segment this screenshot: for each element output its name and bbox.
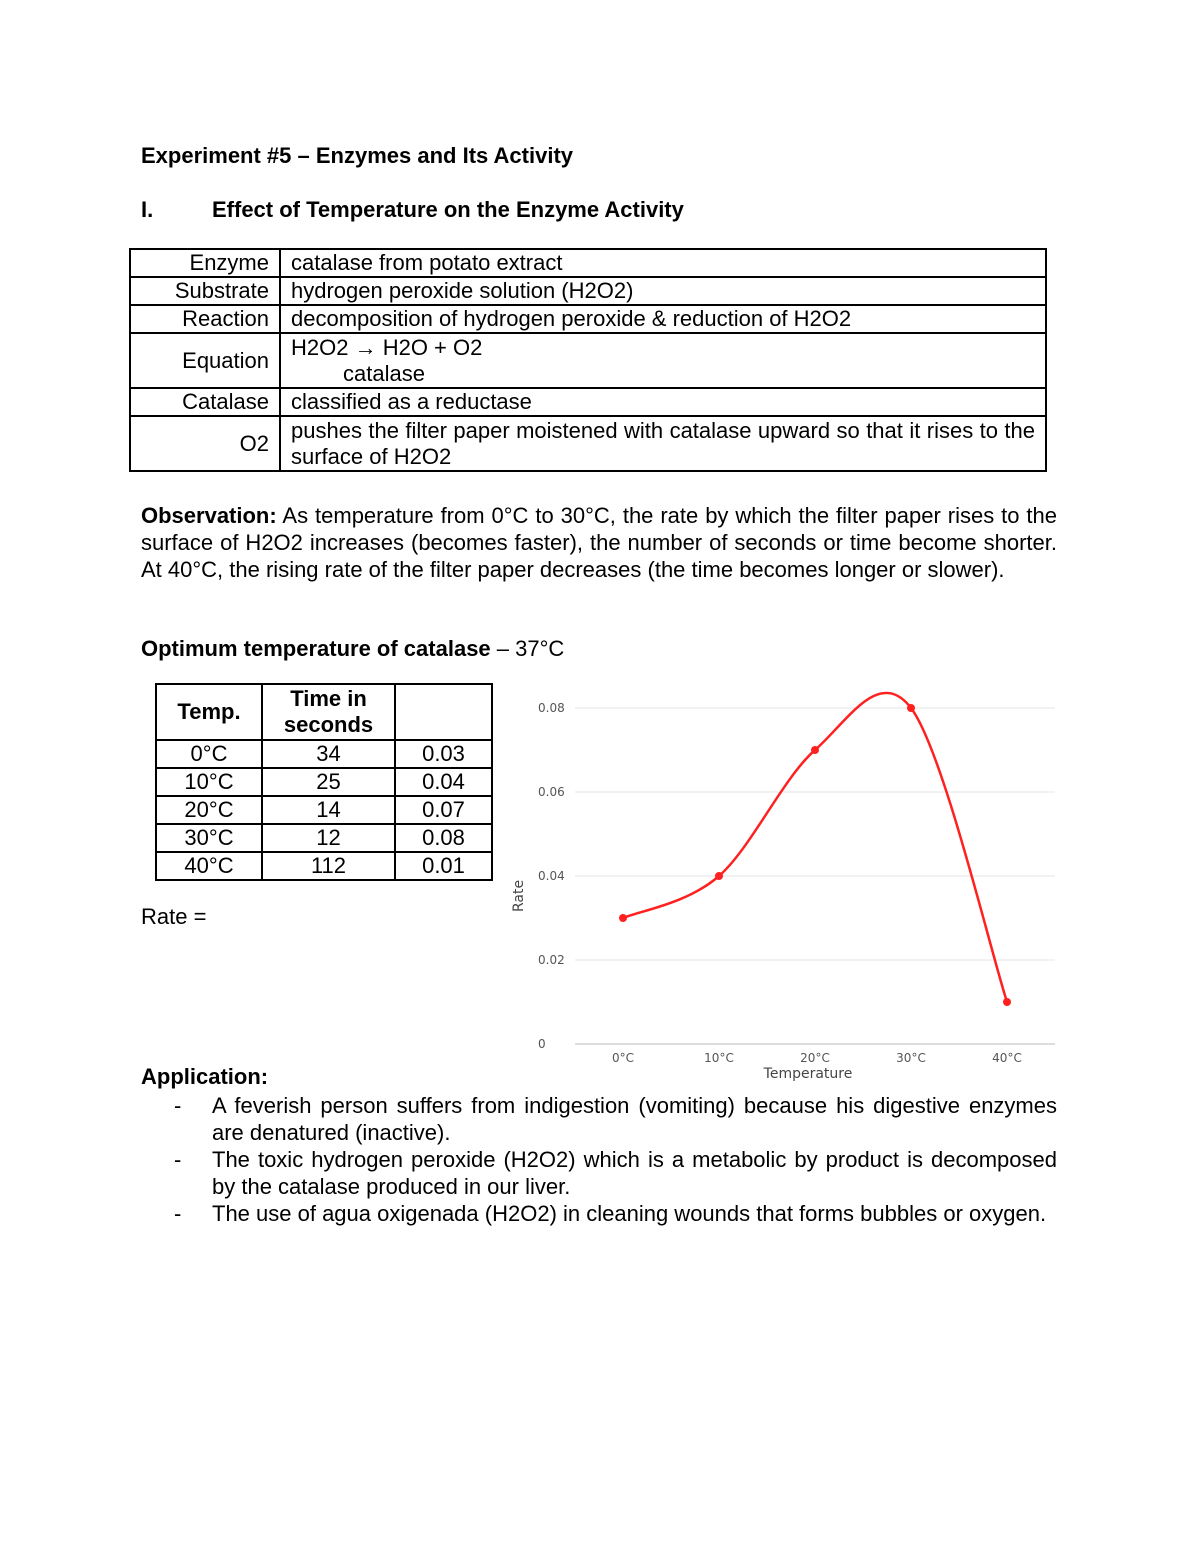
list-item-text: The toxic hydrogen peroxide (H2O2) which is a metabolic by product is decomposed by the catalase produced in our liver. xyxy=(212,1147,1057,1199)
info-key: Enzyme xyxy=(130,249,280,277)
x-tick-label: 30°C xyxy=(896,1051,926,1065)
list-item: - The toxic hydrogen peroxide (H2O2) which is a metabolic by product is decomposed by the catalase produced in our liver. xyxy=(174,1147,1057,1199)
y-tick-label: 0.08 xyxy=(538,701,565,715)
y-tick-label: 0 xyxy=(538,1037,546,1051)
equation-cell xyxy=(280,333,1046,388)
table-cell: 14 xyxy=(262,796,395,824)
table-header-row xyxy=(156,684,492,740)
info-value: pushes the filter paper moistened with catalase upward so that it rises to the surface of H2O2 xyxy=(280,416,1046,471)
table-row xyxy=(130,305,1046,333)
table-cell: 30°C xyxy=(156,824,262,852)
table-cell: 0°C xyxy=(156,740,262,768)
info-key: Catalase xyxy=(130,388,280,416)
x-tick-label: 0°C xyxy=(611,1051,635,1065)
table-cell: 20°C xyxy=(156,796,262,824)
document-title: Experiment #5 – Enzymes and Its Activity xyxy=(141,143,574,168)
x-tick-label: 10°C xyxy=(704,1051,734,1065)
table-cell: 0.03 xyxy=(395,740,492,768)
table-row xyxy=(130,277,1046,305)
table-row xyxy=(156,824,492,852)
data-point xyxy=(907,704,915,712)
optimum-label: Optimum temperature of catalase xyxy=(141,636,491,661)
data-point xyxy=(715,872,723,880)
table-cell: 40°C xyxy=(156,852,262,880)
info-key: O2 xyxy=(130,416,280,471)
column-header xyxy=(395,684,492,740)
optimum-value: – 37°C xyxy=(496,636,565,661)
list-item-text: A feverish person suffers from indigestion (vomiting) because his digestive enzymes are denatured (inactive). xyxy=(212,1093,1057,1145)
table-cell: 112 xyxy=(262,852,395,880)
table-cell: 0.07 xyxy=(395,796,492,824)
table-cell: 25 xyxy=(262,768,395,796)
info-value: catalase from potato extract xyxy=(280,249,1046,277)
info-value: classified as a reductase xyxy=(280,388,1046,416)
list-item-text: The use of agua oxigenada (H2O2) in cleaning wounds that forms bubbles or oxygen. xyxy=(212,1201,1047,1226)
table-cell: 10°C xyxy=(156,768,262,796)
table-row xyxy=(130,249,1046,277)
observation-text: As temperature from 0°C to 30°C, the rate by which the filter paper rises to the surface of H2O2 increases (becomes faster), the number of seconds or time become shorter. At 40°C, the rising rate of the filter paper decreases (the time becomes longer or slower). xyxy=(141,503,1057,582)
table-row xyxy=(130,416,1046,471)
info-key: Reaction xyxy=(130,305,280,333)
table-cell: 0.08 xyxy=(395,824,492,852)
column-header: Temp. xyxy=(156,684,262,740)
table-row xyxy=(156,768,492,796)
list-item: - A feverish person suffers from indigestion (vomiting) because his digestive enzymes are denatured (inactive). xyxy=(174,1093,1057,1145)
data-point xyxy=(811,746,819,754)
equation-text: H2O2 → H2O + O2 xyxy=(291,334,483,360)
column-header: Time in seconds xyxy=(262,684,395,740)
application-heading: Application: xyxy=(141,1064,269,1089)
section-number: I. xyxy=(141,197,154,222)
info-value: hydrogen peroxide solution (H2O2) xyxy=(280,277,1046,305)
table-cell: 12 xyxy=(262,824,395,852)
table-row xyxy=(156,852,492,880)
y-tick-label: 0.02 xyxy=(538,953,565,967)
y-axis-label: Rate xyxy=(511,879,527,913)
equation-catalyst: catalase xyxy=(343,360,425,386)
table-row xyxy=(156,796,492,824)
info-key: Substrate xyxy=(130,277,280,305)
data-point xyxy=(619,914,627,922)
y-tick-label: 0.04 xyxy=(538,869,565,883)
list-item: - The use of agua oxigenada (H2O2) in cleaning wounds that forms bubbles or oxygen. xyxy=(174,1201,1047,1226)
data-point xyxy=(1003,998,1011,1006)
info-value: decomposition of hydrogen peroxide & reduction of H2O2 xyxy=(280,305,1046,333)
section-title: Effect of Temperature on the Enzyme Activity xyxy=(212,197,684,222)
table-row xyxy=(130,388,1046,416)
x-tick-label: 20°C xyxy=(800,1051,830,1065)
x-tick-label: 40°C xyxy=(992,1051,1022,1065)
application-list xyxy=(141,1092,1057,1227)
table-row xyxy=(156,740,492,768)
table-cell: 0.01 xyxy=(395,852,492,880)
observation-label: Observation: xyxy=(141,503,277,528)
observation-paragraph xyxy=(141,502,1057,583)
y-tick-label: 0.06 xyxy=(538,785,565,799)
temperature-data-table xyxy=(155,683,493,881)
series-line xyxy=(623,693,1007,1002)
rate-vs-temperature-chart xyxy=(505,690,1065,1090)
table-cell: 34 xyxy=(262,740,395,768)
optimum-temperature xyxy=(141,636,564,662)
rate-formula-label: Rate = xyxy=(141,904,207,929)
info-key: Equation xyxy=(130,333,280,388)
x-axis-label: Temperature xyxy=(763,1066,853,1082)
table-row xyxy=(130,333,1046,388)
table-cell: 0.04 xyxy=(395,768,492,796)
experiment-info-table xyxy=(129,248,1047,472)
